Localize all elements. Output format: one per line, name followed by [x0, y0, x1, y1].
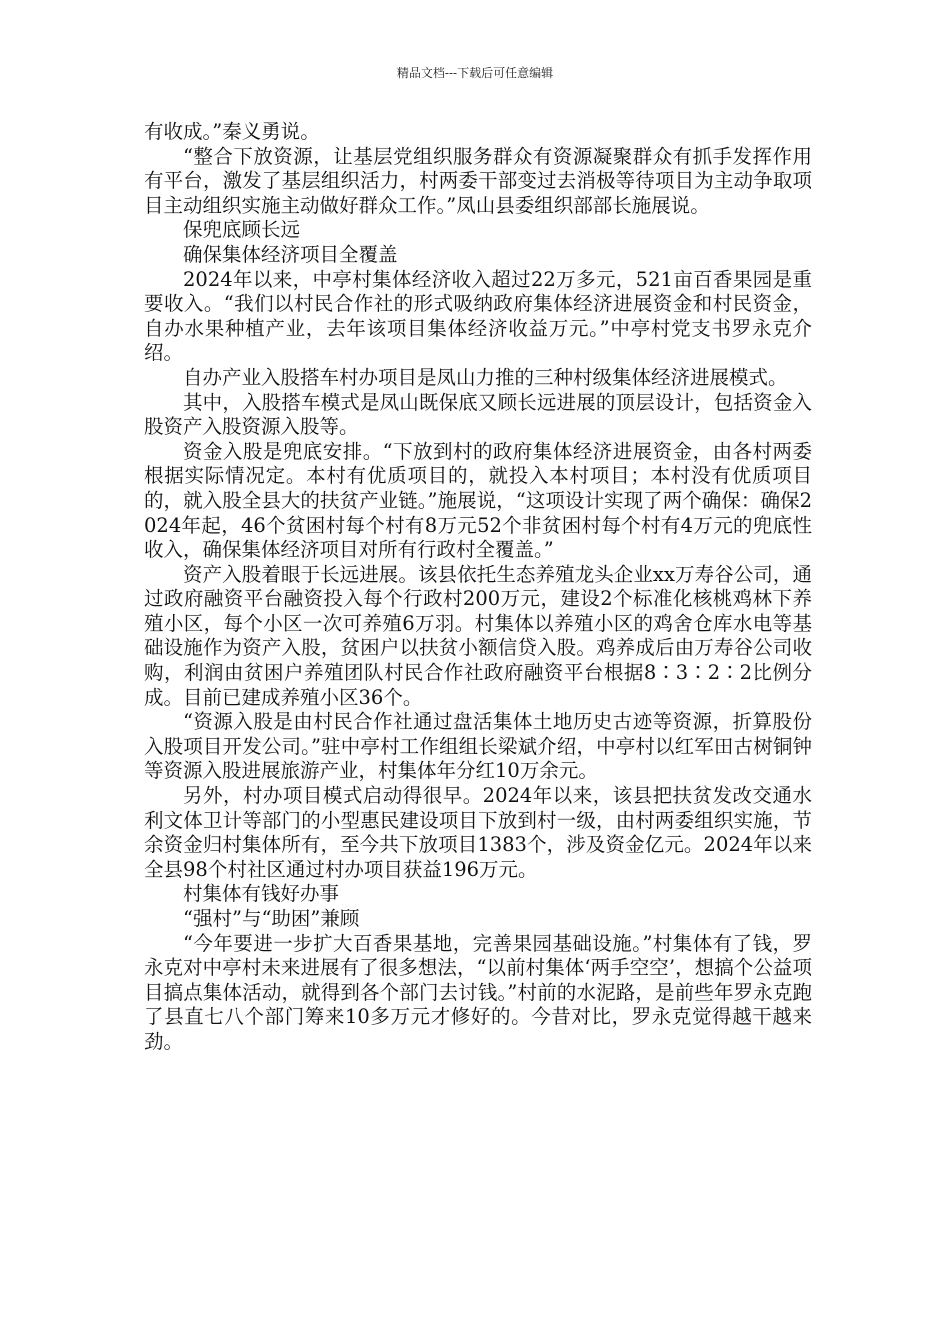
paragraph: 有收成。”秦义勇说。: [144, 120, 320, 143]
paragraph: 其中，入股搭车模式是凤山既保底又顾长远进展的顶层设计，包括资金入股资产入股资源入股等。: [144, 390, 812, 439]
paragraph: 自办产业入股搭车村办项目是凤山力推的三种村级集体经济进展模式。: [183, 365, 788, 389]
page-header: 精品文档---下载后可任意编辑: [396, 66, 554, 80]
paragraph: 另外，村办项目模式启动得很早。2024年以来，该县把扶贫发改交通水利文体卫计等部门的小型惠民建设项目下放到村一级，由村两委组织实施，节余资金归村集体所有，至今共下放项目1383个，涉及资金亿元。2024年以来全县98个村社区通过村办项目获益196万元。: [144, 784, 812, 881]
paragraph: “今年要进一步扩大百香果基地，完善果园基础设施。”村集体有了钱，罗永克对中亭村未来进展有了很多想法，“以前村集体‘两手空空’，想搞个公益项目搞点集体活动，就得到各个部门去讨钱。”村前的水泥路，是前些年罗永克跑了县直七八个部门筹来10多万元才修好的。今昔对比，罗永克觉得越干越来劲。: [144, 931, 812, 1053]
section-heading: 保兜底顾长远: [183, 218, 301, 242]
paragraph: “资源入股是由村民合作社通过盘活集体土地历史古迹等资源，折算股份入股项目开发公司。”驻中亭村工作组组长梁斌介绍，中亭村以红军田古树铜钟等资源入股进展旅游产业，村集体年分红10万余元。: [144, 710, 812, 783]
section-heading: “强村”与“助困”兼顾: [183, 907, 360, 930]
paragraph: 2024年以来，中亭村集体经济收入超过22万多元，521亩百香果园是重要收入。“我们以村民合作社的形式吸纳政府集体经济进展资金和村民资金，自办水果种植产业，去年该项目集体经济收益万元。”中亭村党支书罗永克介绍。: [144, 267, 812, 365]
section-heading: 村集体有钱好办事: [183, 882, 340, 906]
paragraph: “整合下放资源，让基层党组织服务群众有资源凝聚群众有抓手发挥作用有平台，激发了基层组织活力，村两委干部变过去消极等待项目为主动争取项目主动组织实施主动做好群众工作。”凤山县委组织部部长施展说。: [144, 144, 812, 217]
paragraph: 资产入股着眼于长远进展。该县依托生态养殖龙头企业xx万寿谷公司，通过政府融资平台融资投入每个行政村200万元，建设2个标准化核桃鸡林下养殖小区，每个小区一次可养殖6万羽。村集体以养殖小区的鸡舍仓库水电等基础设施作为资产入股，贫困户以扶贫小额信贷入股。鸡养成后由万寿谷公司收购，利润由贫困户养殖团队村民合作社政府融资平台根据8∶3∶2∶2比例分成。目前已建成养殖小区36个。: [144, 562, 812, 709]
document-body: [144, 120, 812, 1055]
section-heading: 确保集体经济项目全覆盖: [183, 242, 398, 266]
paragraph: 资金入股是兜底安排。“下放到村的政府集体经济进展资金，由各村两委根据实际情况定。本村有优质项目的，就投入本村项目；本村没有优质项目的，就入股全县大的扶贫产业链。”施展说，“这项设计实现了两个确保：确保2024年起，46个贫困村每个村有8万元52个非贫困村每个村有4万元的兜底性收入，确保集体经济项目对所有行政村全覆盖。”: [144, 439, 812, 562]
